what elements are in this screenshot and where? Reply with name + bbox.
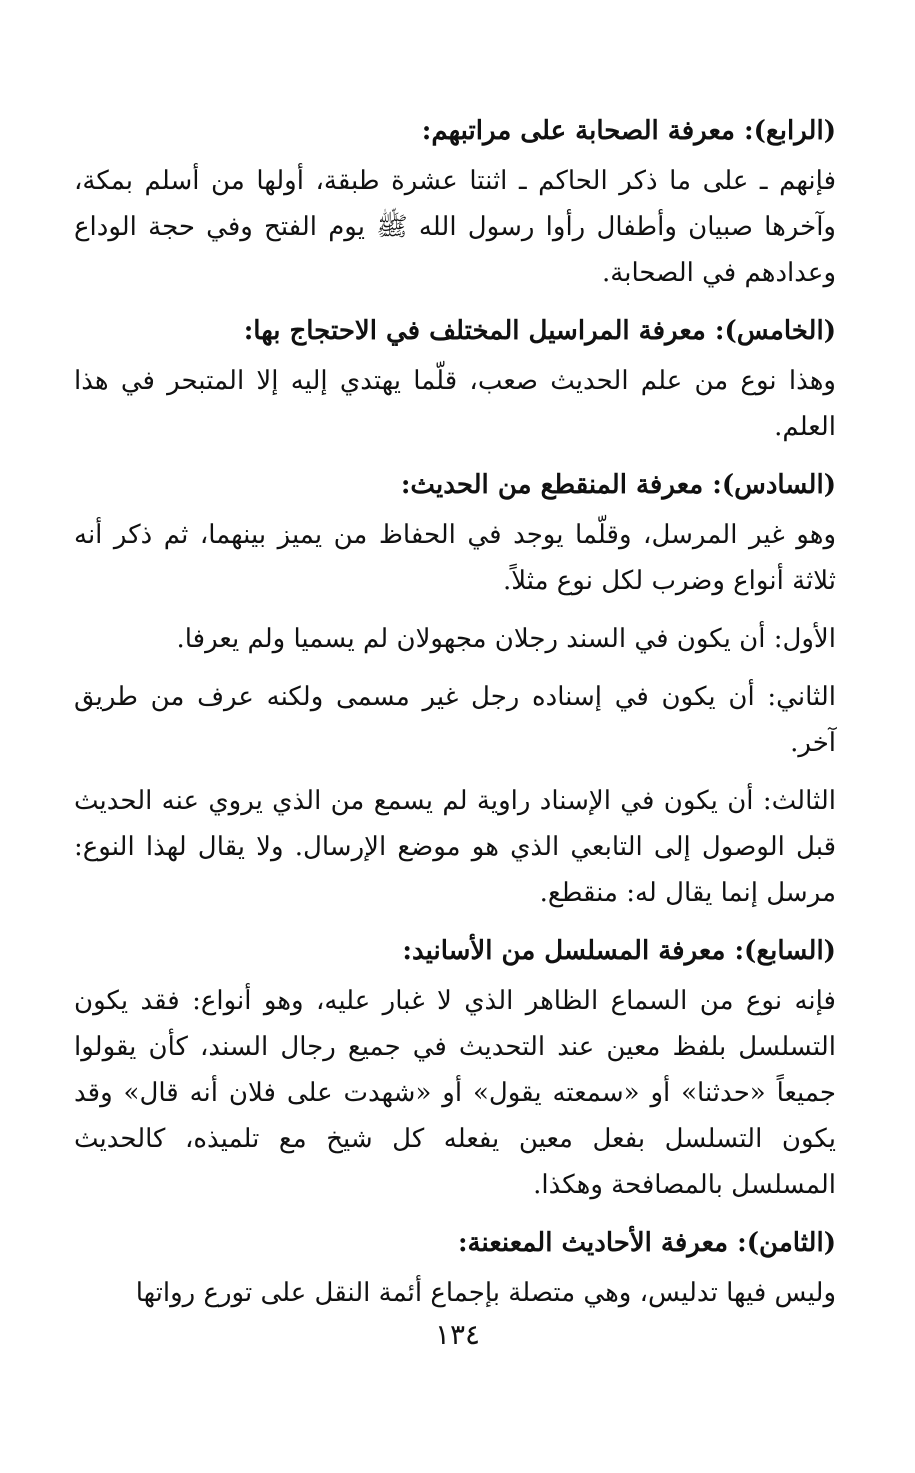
paragraph: وهذا نوع من علم الحديث صعب، قلّما يهتدي إليه إلا المتبحر في هذا العلم. xyxy=(74,366,836,442)
section-8 xyxy=(74,1220,836,1316)
paragraph: وهو غير المرسل، وقلّما يوجد في الحفاظ من يميز بينهما، ثم ذكر أنه ثلاثة أنواع وضرب لكل نوع مثلاً. xyxy=(74,520,836,596)
section-heading: (السادس): معرفة المنقطع من الحديث: xyxy=(400,470,836,500)
paragraph: الأول: أن يكون في السند رجلان مجهولان لم يسميا ولم يعرفا. xyxy=(176,624,836,654)
section-6 xyxy=(74,462,836,916)
paragraph: الثاني: أن يكون في إسناده رجل غير مسمى ولكنه عرف من طريق آخر. xyxy=(74,682,836,758)
paragraph: وليس فيها تدليس، وهي متصلة بإجماع أئمة النقل على تورع رواتها xyxy=(135,1278,836,1308)
section-heading: (الثامن): معرفة الأحاديث المعنعنة: xyxy=(457,1228,836,1258)
page-body xyxy=(74,108,836,1328)
section-7 xyxy=(74,928,836,1208)
section-5 xyxy=(74,308,836,450)
page-number: ١٣٤ xyxy=(434,1318,481,1351)
section-4 xyxy=(74,108,836,296)
paragraph: فإنه نوع من السماع الظاهر الذي لا غبار عليه، وهو أنواع: فقد يكون التسلسل بلفظ معين عند التحديث في جميع رجال السند، كأن يقولوا جميعاً «حدثنا» أو «سمعته يقول» أو «شهدت على فلان أنه قال» وقد يكون التسلسل بفعل معين يفعله كل شيخ مع تلميذه، كالحديث المسلسل بالمصافحة وهكذا. xyxy=(74,986,836,1200)
paragraph: فإنهم ـ على ما ذكر الحاكم ـ اثنتا عشرة طبقة، أولها من أسلم بمكة، وآخرها صبيان وأطفال رأوا رسول الله ﷺ يوم الفتح وفي حجة الوداع وعدادهم في الصحابة. xyxy=(74,166,836,288)
section-heading: (الرابع): معرفة الصحابة على مراتبهم: xyxy=(421,116,836,146)
section-heading: (السابع): معرفة المسلسل من الأسانيد: xyxy=(402,936,836,966)
paragraph: الثالث: أن يكون في الإسناد راوية لم يسمع من الذي يروي عنه الحديث قبل الوصول إلى التابعي الذي هو موضع الإرسال. ولا يقال لهذا النوع: مرسل إنما يقال له: منقطع. xyxy=(74,786,836,908)
section-heading: (الخامس): معرفة المراسيل المختلف في الاحتجاج بها: xyxy=(243,316,836,346)
